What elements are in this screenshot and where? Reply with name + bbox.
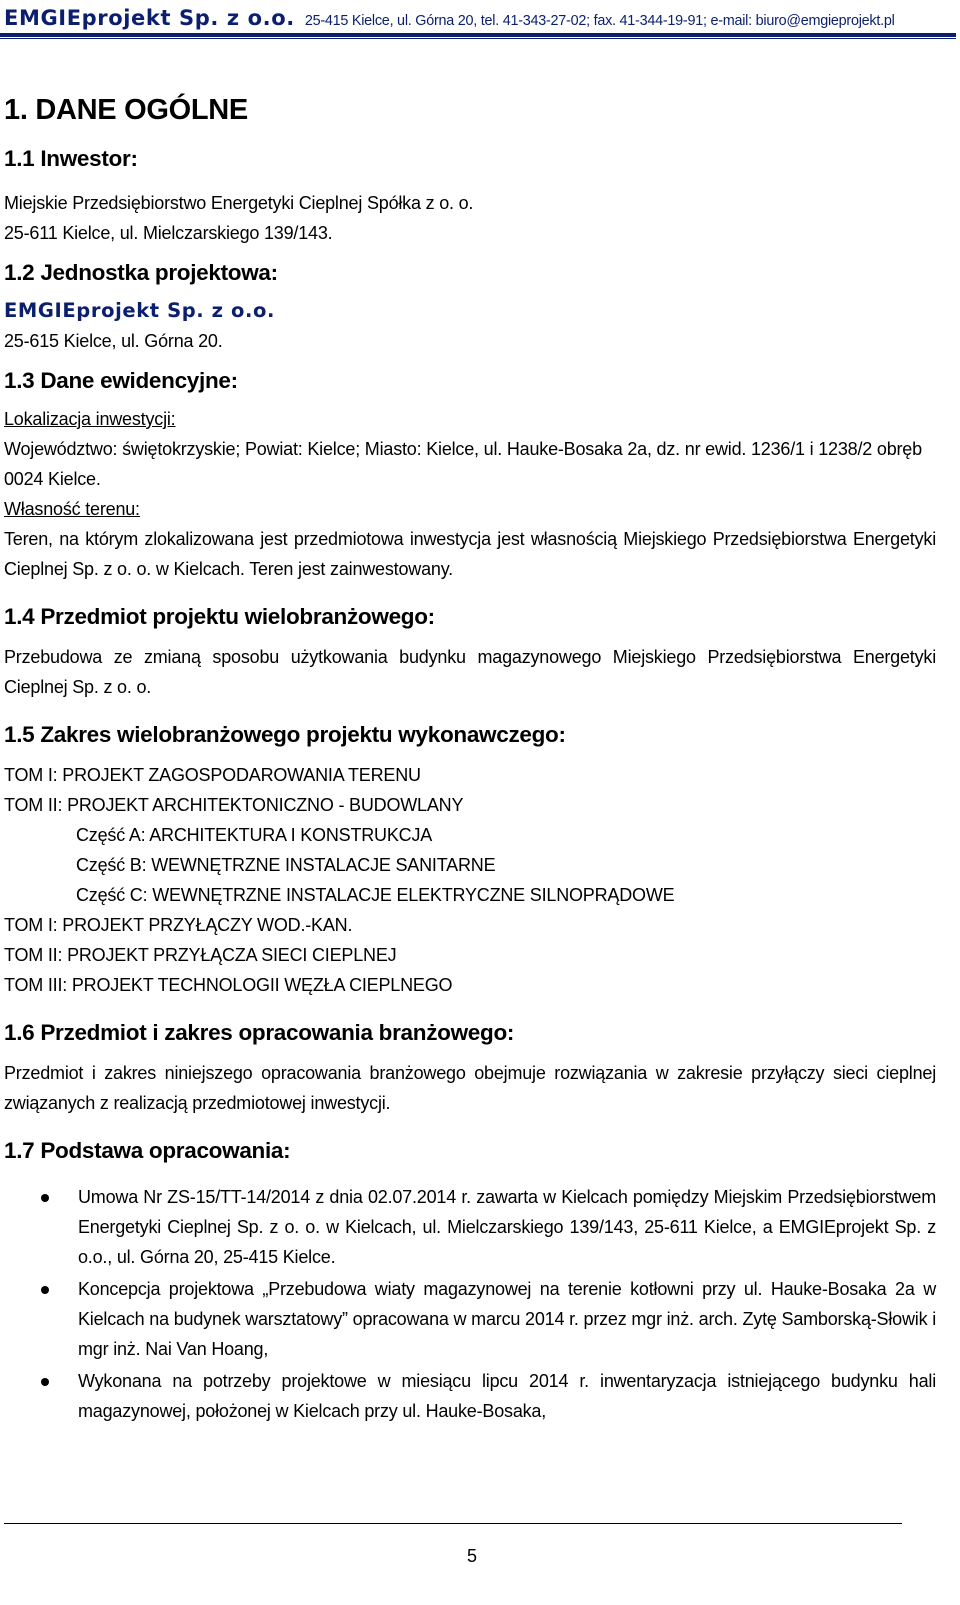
scope-item: TOM III: PROJEKT TECHNOLOGII WĘZŁA CIEPLNEGO bbox=[4, 975, 453, 995]
basis-list-item bbox=[4, 1366, 936, 1426]
scope-item: TOM II: PROJEKT PRZYŁĄCZA SIECI CIEPLNEJ bbox=[4, 945, 397, 965]
company-logo: EMGIEprojekt Sp. z o.o. bbox=[4, 6, 295, 30]
design-unit-address: 25-615 Kielce, ul. Górna 20. bbox=[4, 331, 223, 351]
project-subject-text: Przebudowa ze zmianą sposobu użytkowania budynku magazynowego Miejskiego Przedsiębiorstwa Energetyki Cieplnej Sp. z o. o. bbox=[4, 647, 936, 697]
study-scope-heading: 1.6 Przedmiot i zakres opracowania branżowego: bbox=[4, 1020, 515, 1045]
basis-list-item bbox=[4, 1182, 936, 1272]
design-unit-heading: 1.2 Jednostka projektowa: bbox=[4, 260, 278, 285]
investor-address: 25-611 Kielce, ul. Mielczarskiego 139/143. bbox=[4, 223, 333, 243]
header-divider bbox=[0, 33, 956, 37]
basis-list bbox=[4, 1182, 936, 1426]
scope-item: TOM I: PROJEKT PRZYŁĄCZY WOD.-KAN. bbox=[4, 915, 353, 935]
scope-item: TOM I: PROJEKT ZAGOSPODAROWANIA TERENU bbox=[4, 765, 421, 785]
basis-item-text: Umowa Nr ZS-15/TT-14/2014 z dnia 02.07.2014 r. zawarta w Kielcach pomiędzy Miejskim Przedsiębiorstwem Energetyki Cieplnej Sp. z o. o. w Kielcach, ul. Mielczarskiego 139/143, 25-611 Kielce, a EMGIEprojekt Sp. z o.o., ul. Górna 20, 25-415 Kielce. bbox=[78, 1187, 936, 1267]
investor-name: Miejskie Przedsiębiorstwo Energetyki Cieplnej Spółka z o. o. bbox=[4, 193, 474, 213]
location-label: Lokalizacja inwestycji: bbox=[4, 409, 176, 429]
project-scope-heading: 1.5 Zakres wielobranżowego projektu wykonawczego: bbox=[4, 722, 566, 747]
investor-heading: 1.1 Inwestor: bbox=[4, 146, 138, 171]
basis-item-text: Wykonana na potrzeby projektowe w miesiącu lipcu 2014 r. inwentaryzacja istniejącego budynku hali magazynowej, położonej w Kielcach przy ul. Hauke-Bosaka, bbox=[78, 1371, 936, 1421]
basis-item-text: Koncepcja projektowa „Przebudowa wiaty magazynowej na terenie kotłowni przy ul. Hauke-Bosaka 2a w Kielcach na budynek warsztatowy” opracowana w marcu 2014 r. przez mgr inż. arch. Zytę Samborską-Słowik i mgr inż. Nai Van Hoang, bbox=[78, 1279, 936, 1359]
basis-list-item bbox=[4, 1274, 936, 1364]
document-body bbox=[4, 86, 936, 1428]
page-number: 5 bbox=[466, 1546, 477, 1566]
footer-divider bbox=[4, 1523, 902, 1524]
scope-subitem: Część B: WEWNĘTRZNE INSTALACJE SANITARNE bbox=[76, 855, 496, 875]
location-text: Województwo: świętokrzyskie; Powiat: Kielce; Miasto: Kielce, ul. Hauke-Bosaka 2a, dz. nr ewid. 1236/1 i 1238/2 obręb 0024 Kielce. bbox=[4, 439, 922, 489]
bullet-icon bbox=[41, 1378, 49, 1386]
ownership-text: Teren, na którym zlokalizowana jest przedmiotowa inwestycja jest własnością Miejskiego Przedsiębiorstwa Energetyki Cieplnej Sp. z o. o. w Kielcach. Teren jest zainwestowany. bbox=[4, 529, 936, 579]
section-title: 1. DANE OGÓLNE bbox=[4, 94, 248, 126]
project-subject-heading: 1.4 Przedmiot projektu wielobranżowego: bbox=[4, 604, 435, 629]
ownership-label: Własność terenu: bbox=[4, 499, 140, 519]
scope-item: TOM II: PROJEKT ARCHITEKTONICZNO - BUDOWLANY bbox=[4, 795, 464, 815]
header-divider-thin bbox=[0, 38, 956, 39]
study-scope-text: Przedmiot i zakres niniejszego opracowania branżowego obejmuje rozwiązania w zakresie przyłączy sieci cieplnej związanych z realizacją przedmiotowej inwestycji. bbox=[4, 1063, 936, 1113]
company-contact-info: 25-415 Kielce, ul. Górna 20, tel. 41-343-27-02; fax. 41-344-19-91; e-mail: biuro@emgieprojekt.pl bbox=[304, 13, 895, 29]
design-unit-logo: EMGIEprojekt Sp. z o.o. bbox=[4, 299, 276, 322]
registry-heading: 1.3 Dane ewidencyjne: bbox=[4, 368, 238, 393]
basis-heading: 1.7 Podstawa opracowania: bbox=[4, 1138, 291, 1163]
page-header bbox=[4, 6, 956, 30]
bullet-icon bbox=[41, 1194, 49, 1202]
scope-subitem: Część C: WEWNĘTRZNE INSTALACJE ELEKTRYCZNE SILNOPRĄDOWE bbox=[76, 885, 675, 905]
scope-subitem: Część A: ARCHITEKTURA I KONSTRUKCJA bbox=[76, 825, 433, 845]
project-scope-list bbox=[4, 760, 936, 1000]
bullet-icon bbox=[41, 1286, 49, 1294]
